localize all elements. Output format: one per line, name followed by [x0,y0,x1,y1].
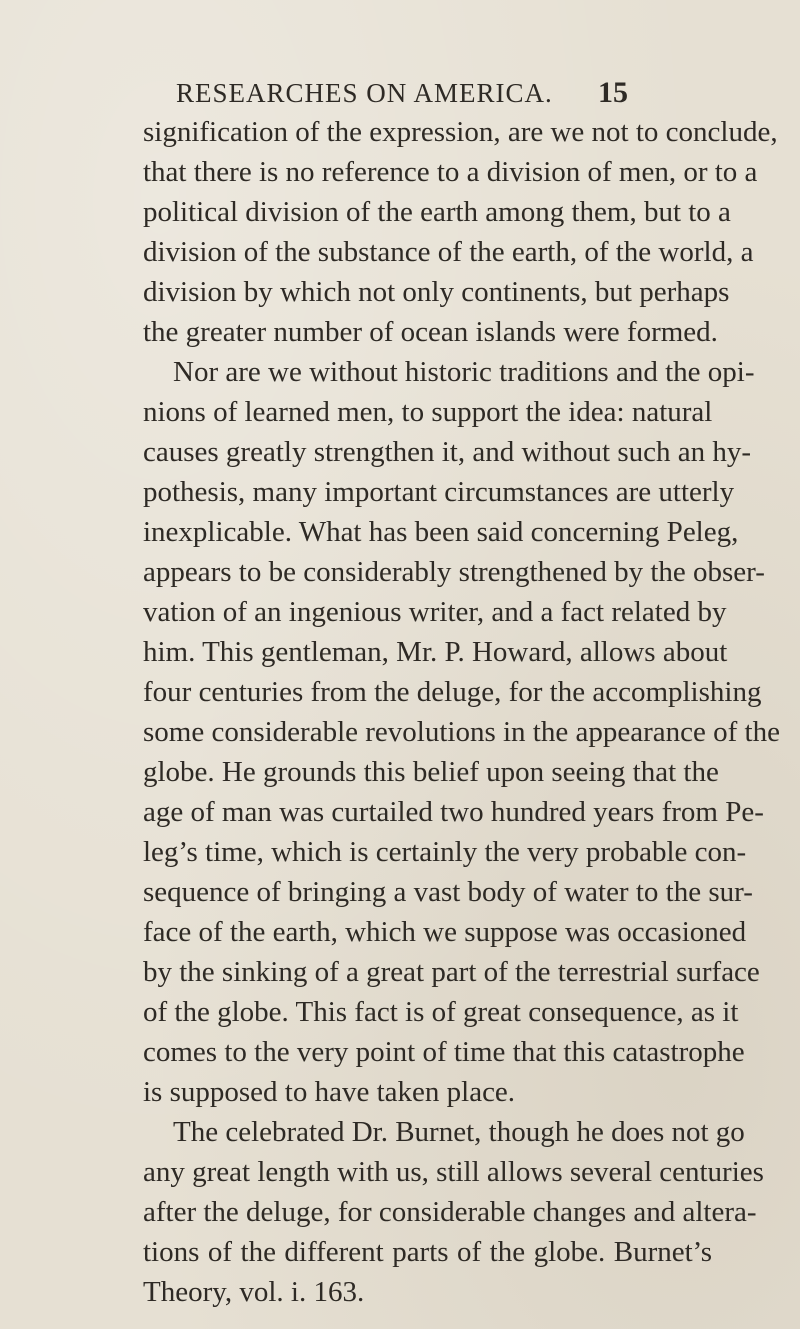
page-number: 15 [598,76,628,109]
text-line: face of the earth, which we suppose was occasioned [143,916,747,948]
text-line: nions of learned men, to support the idea: natural [143,396,713,428]
text-line: inexplicable. What has been said concerning Peleg, [143,516,739,548]
text-line: sequence of bringing a vast body of water to the sur- [143,876,753,908]
text-line: the greater number of ocean islands were formed. [143,316,718,348]
text-line: any great length with us, still allows several centuries [143,1156,764,1188]
text-line: leg’s time, which is certainly the very probable con- [143,836,747,868]
text-line: vation of an ingenious writer, and a fact related by [143,596,727,628]
text-line: division of the substance of the earth, of the world, a [143,236,754,268]
text-line: pothesis, many important circumstances are utterly [143,476,735,508]
text-line: The celebrated Dr. Burnet, though he does not go [173,1116,745,1148]
text-line: four centuries from the deluge, for the accomplishing [143,676,762,708]
text-line: by the sinking of a great part of the terrestrial surface [143,956,760,988]
text-line: Theory, vol. i. 163. [143,1276,365,1308]
text-line: tions of the different parts of the globe. Burnet’s [143,1236,712,1268]
text-line: globe. He grounds this belief upon seeing that the [143,756,719,788]
text-line: that there is no reference to a division of men, or to a [143,156,758,188]
text-line: some considerable revolutions in the appearance of the [143,716,780,748]
text-line: division by which not only continents, but perhaps [143,276,730,308]
running-head-title: RESEARCHES ON AMERICA. [176,78,553,108]
text-line: age of man was curtailed two hundred years from Pe- [143,796,764,828]
text-line: signification of the expression, are we not to conclude, [143,116,778,148]
text-line: after the deluge, for considerable changes and altera- [143,1196,757,1228]
text-line: comes to the very point of time that this catastrophe [143,1036,745,1068]
text-line: of the globe. This fact is of great consequence, as it [143,996,739,1028]
text-line: political division of the earth among them, but to a [143,196,731,228]
text-line: appears to be considerably strengthened by the obser- [143,556,765,588]
text-line: him. This gentleman, Mr. P. Howard, allows about [143,636,728,668]
text-line: is supposed to have taken place. [143,1076,516,1108]
text-line: causes greatly strengthen it, and without such an hy- [143,436,752,468]
text-line: Nor are we without historic traditions and the opi- [173,356,755,388]
